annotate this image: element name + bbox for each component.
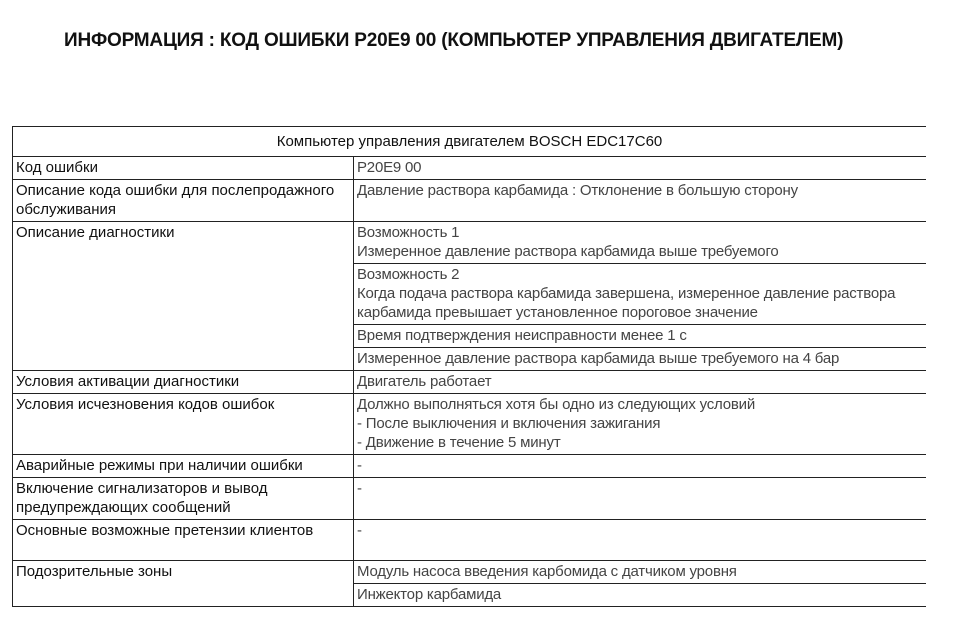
row-value bbox=[354, 584, 927, 607]
row-value bbox=[354, 561, 927, 584]
table-row bbox=[13, 394, 927, 455]
row-value bbox=[354, 264, 927, 325]
page-title: ИНФОРМАЦИЯ : КОД ОШИБКИ P20E9 00 (КОМПЬЮТЕР УПРАВЛЕНИЯ ДВИГАТЕЛЕМ) bbox=[64, 30, 844, 51]
value-line: - После выключения и включения зажигания bbox=[357, 415, 661, 432]
value-line: Измеренное давление раствора карбамида выше требуемого на 4 бар bbox=[357, 350, 840, 367]
value-line: Должно выполняться хотя бы одно из следующих условий bbox=[357, 396, 756, 413]
value-line: - bbox=[357, 480, 362, 497]
value-line: - bbox=[357, 522, 362, 539]
row-label: Условия активации диагностики bbox=[13, 371, 354, 394]
row-label: Аварийные режимы при наличии ошибки bbox=[13, 455, 354, 478]
row-label: Описание диагностики bbox=[13, 222, 354, 371]
row-label: Код ошибки bbox=[13, 157, 354, 180]
row-value bbox=[354, 478, 927, 520]
table-row bbox=[13, 455, 927, 478]
value-line: P20E9 00 bbox=[357, 159, 422, 176]
row-value bbox=[354, 180, 927, 222]
ecu-header: Компьютер управления двигателем BOSCH EDC17C60 bbox=[13, 127, 927, 157]
table-row bbox=[13, 157, 927, 180]
table-row bbox=[13, 520, 927, 561]
value-line: Инжектор карбамида bbox=[357, 586, 502, 603]
row-value bbox=[354, 157, 927, 180]
value-line: Возможность 1 bbox=[357, 224, 460, 241]
row-label: Описание кода ошибки для послепродажного обслуживания bbox=[13, 180, 354, 222]
value-line: Двигатель работает bbox=[357, 373, 492, 390]
row-label: Включение сигнализаторов и вывод предупреждающих сообщений bbox=[13, 478, 354, 520]
value-line: Модуль насоса введения карбомида с датчиком уровня bbox=[357, 563, 737, 580]
table-row bbox=[13, 222, 927, 264]
table-row bbox=[13, 561, 927, 584]
row-value bbox=[354, 520, 927, 561]
value-line: - Движение в течение 5 минут bbox=[357, 434, 561, 451]
value-line: Когда подача раствора карбамида завершена, измеренное давление раствора карбамида превышает установленное пороговое значение bbox=[357, 285, 896, 321]
row-value bbox=[354, 222, 927, 264]
value-line: Измеренное давление раствора карбамида выше требуемого bbox=[357, 243, 779, 260]
value-line: Время подтверждения неисправности менее 1 с bbox=[357, 327, 687, 344]
table-row bbox=[13, 180, 927, 222]
row-label: Условия исчезновения кодов ошибок bbox=[13, 394, 354, 455]
value-line: Давление раствора карбамида : Отклонение в большую сторону bbox=[357, 182, 798, 199]
row-value bbox=[354, 348, 927, 371]
row-label: Подозрительные зоны bbox=[13, 561, 354, 607]
row-label: Основные возможные претензии клиентов bbox=[13, 520, 354, 561]
value-line: - bbox=[357, 457, 362, 474]
row-value bbox=[354, 325, 927, 348]
table-row bbox=[13, 478, 927, 520]
row-value bbox=[354, 371, 927, 394]
row-value bbox=[354, 394, 927, 455]
value-line: Возможность 2 bbox=[357, 266, 460, 283]
table-header-row bbox=[13, 127, 927, 157]
row-value bbox=[354, 455, 927, 478]
table-row bbox=[13, 371, 927, 394]
error-info-table bbox=[12, 126, 926, 607]
